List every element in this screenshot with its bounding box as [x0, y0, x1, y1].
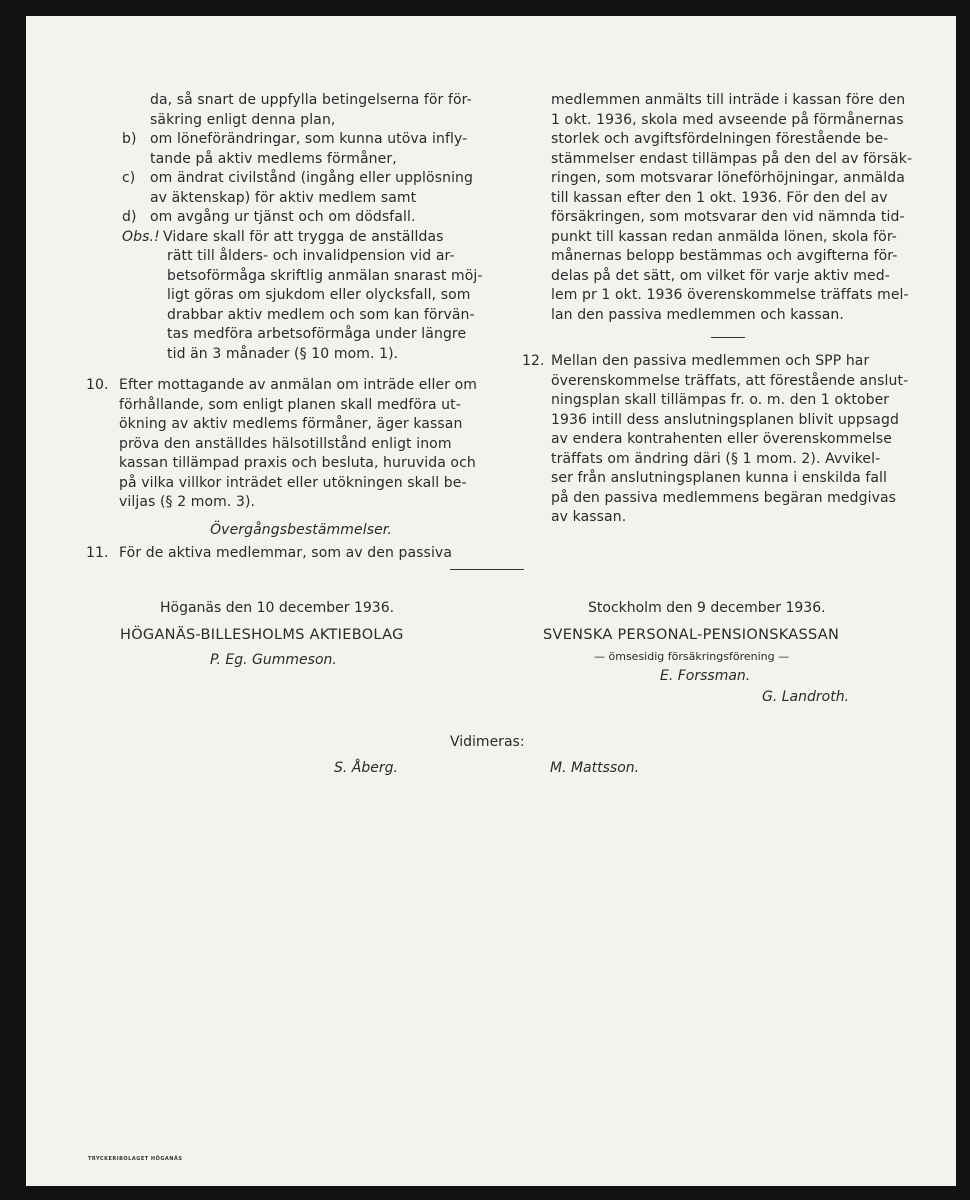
cont-line-8: punkt till kassan redan anmälda lönen, skola för-: [551, 228, 897, 245]
printer-mark: TRYCKERIBOLAGET HÖGANÄS: [88, 1156, 183, 1162]
section-10: 10. Efter mottagande av anmälan om inträde eller om: [86, 377, 477, 393]
document-page: [26, 16, 956, 1186]
cont-line-4: stämmelser endast tillämpas på den del av försäk-: [551, 150, 913, 167]
right-subtitle: — ömsesidig försäkringsförening —: [594, 650, 790, 663]
left-column: [86, 91, 486, 564]
cont-line-2: 1 okt. 1936, skola med avseende på förmånernas: [551, 111, 904, 128]
right-place-date: Stockholm den 9 december 1936.: [588, 600, 826, 616]
item-b: b) om löneförändringar, som kunna utöva infly-: [122, 131, 468, 147]
cont-line-12: lan den passiva medlemmen och kassan.: [551, 306, 844, 323]
obs-line-5: drabbar aktiv medlem och som kan förvän-: [167, 306, 475, 323]
cont-line-1: medlemmen anmälts till inträde i kassan före den: [551, 92, 906, 108]
section-12-line-3: ningsplan skall tillämpas fr. o. m. den 1 oktober: [551, 392, 890, 408]
right-company: SVENSKA PERSONAL-PENSIONSKASSAN: [543, 627, 840, 643]
item-b-line-2: tande på aktiv medlems förmåner,: [150, 150, 397, 167]
cont-line-5: ringen, som motsvarar löneförhöjningar, anmälda: [551, 170, 905, 186]
item-d: d) om avgång ur tjänst och om dödsfall.: [122, 209, 416, 225]
witness-label: Vidimeras:: [450, 734, 525, 750]
cont-line-10: delas på det sätt, om vilket för varje aktiv med-: [551, 267, 890, 284]
signature-divider: [450, 569, 524, 570]
witness-2: M. Mattsson.: [550, 760, 640, 776]
right-signer-1: E. Forssman.: [660, 668, 751, 684]
section-heading: Övergångsbestämmelser.: [210, 521, 392, 538]
cont-line-9: månernas belopp bestämmas och avgifterna för-: [551, 248, 898, 264]
obs-line-6: tas medföra arbetsoförmåga under längre: [167, 326, 467, 342]
witness-1: S. Åberg.: [334, 760, 398, 776]
section-10-line-6: på vilka villkor inträdet eller utökningen skall be-: [119, 474, 467, 491]
section-12: 12. Mellan den passiva medlemmen och SPP har: [522, 353, 870, 369]
cont-line-6: till kassan efter den 1 okt. 1936. För den del av: [551, 189, 888, 206]
left-place-date: Höganäs den 10 december 1936.: [160, 600, 395, 616]
section-12-line-4: 1936 intill dess anslutningsplanen blivit uppsagd: [551, 411, 899, 428]
intro-line-1: da, så snart de uppfylla betingelserna för för-: [150, 92, 472, 108]
section-10-line-2: förhållande, som enligt planen skall medföra ut-: [119, 396, 461, 413]
obs-line-3: betsoförmåga skriftlig anmälan snarast möj-: [167, 267, 483, 284]
obs-note: Obs.! Vidare skall för att trygga de anställdas: [122, 228, 444, 245]
intro-line-2: säkring enligt denna plan,: [150, 111, 336, 128]
section-12-line-5: av endera kontrahenten eller överenskommelse: [551, 431, 892, 447]
obs-line-2: rätt till ålders- och invalidpension vid ar-: [167, 248, 455, 264]
section-12-line-8: på den passiva medlemmens begäran medgivas: [551, 489, 897, 506]
cont-line-7: försäkringen, som motsvarar den vid nämnda tid-: [551, 209, 905, 225]
section-12-line-2: överenskommelse träffats, att förestående anslut-: [551, 372, 909, 389]
section-10-line-4: pröva den anställdes hälsotillstånd enligt inom: [119, 435, 452, 452]
cont-line-11: lem pr 1 okt. 1936 överenskommelse träffats mel-: [551, 287, 909, 303]
section-12-line-6: träffats om ändring däri (§ 1 mom. 2). Avvikel-: [551, 450, 881, 467]
section-10-line-5: kassan tillämpad praxis och besluta, huruvida och: [119, 455, 476, 471]
section-10-line-3: ökning av aktiv medlems förmåner, äger kassan: [119, 416, 463, 432]
obs-line-4: ligt göras om sjukdom eller olycksfall, som: [167, 287, 471, 303]
right-column: [522, 91, 920, 528]
obs-line-7: tid än 3 månader (§ 10 mom. 1).: [167, 345, 399, 362]
section-12-line-9: av kassan.: [551, 509, 627, 525]
section-10-line-7: viljas (§ 2 mom. 3).: [119, 494, 256, 510]
right-signer-2: G. Landroth.: [762, 689, 850, 705]
cont-line-3: storlek och avgiftsfördelningen förestående be-: [551, 131, 889, 147]
left-signer: P. Eg. Gummeson.: [210, 652, 337, 668]
section-12-line-7: ser från anslutningsplanen kunna i enskilda fall: [551, 470, 888, 486]
left-company: HÖGANÄS-BILLESHOLMS AKTIEBOLAG: [120, 627, 404, 643]
item-c-line-2: av äktenskap) för aktiv medlem samt: [150, 189, 417, 206]
section-11: 11. För de aktiva medlemmar, som av den passiva: [86, 545, 452, 561]
item-c: c) om ändrat civilstånd (ingång eller upplösning: [122, 170, 474, 186]
